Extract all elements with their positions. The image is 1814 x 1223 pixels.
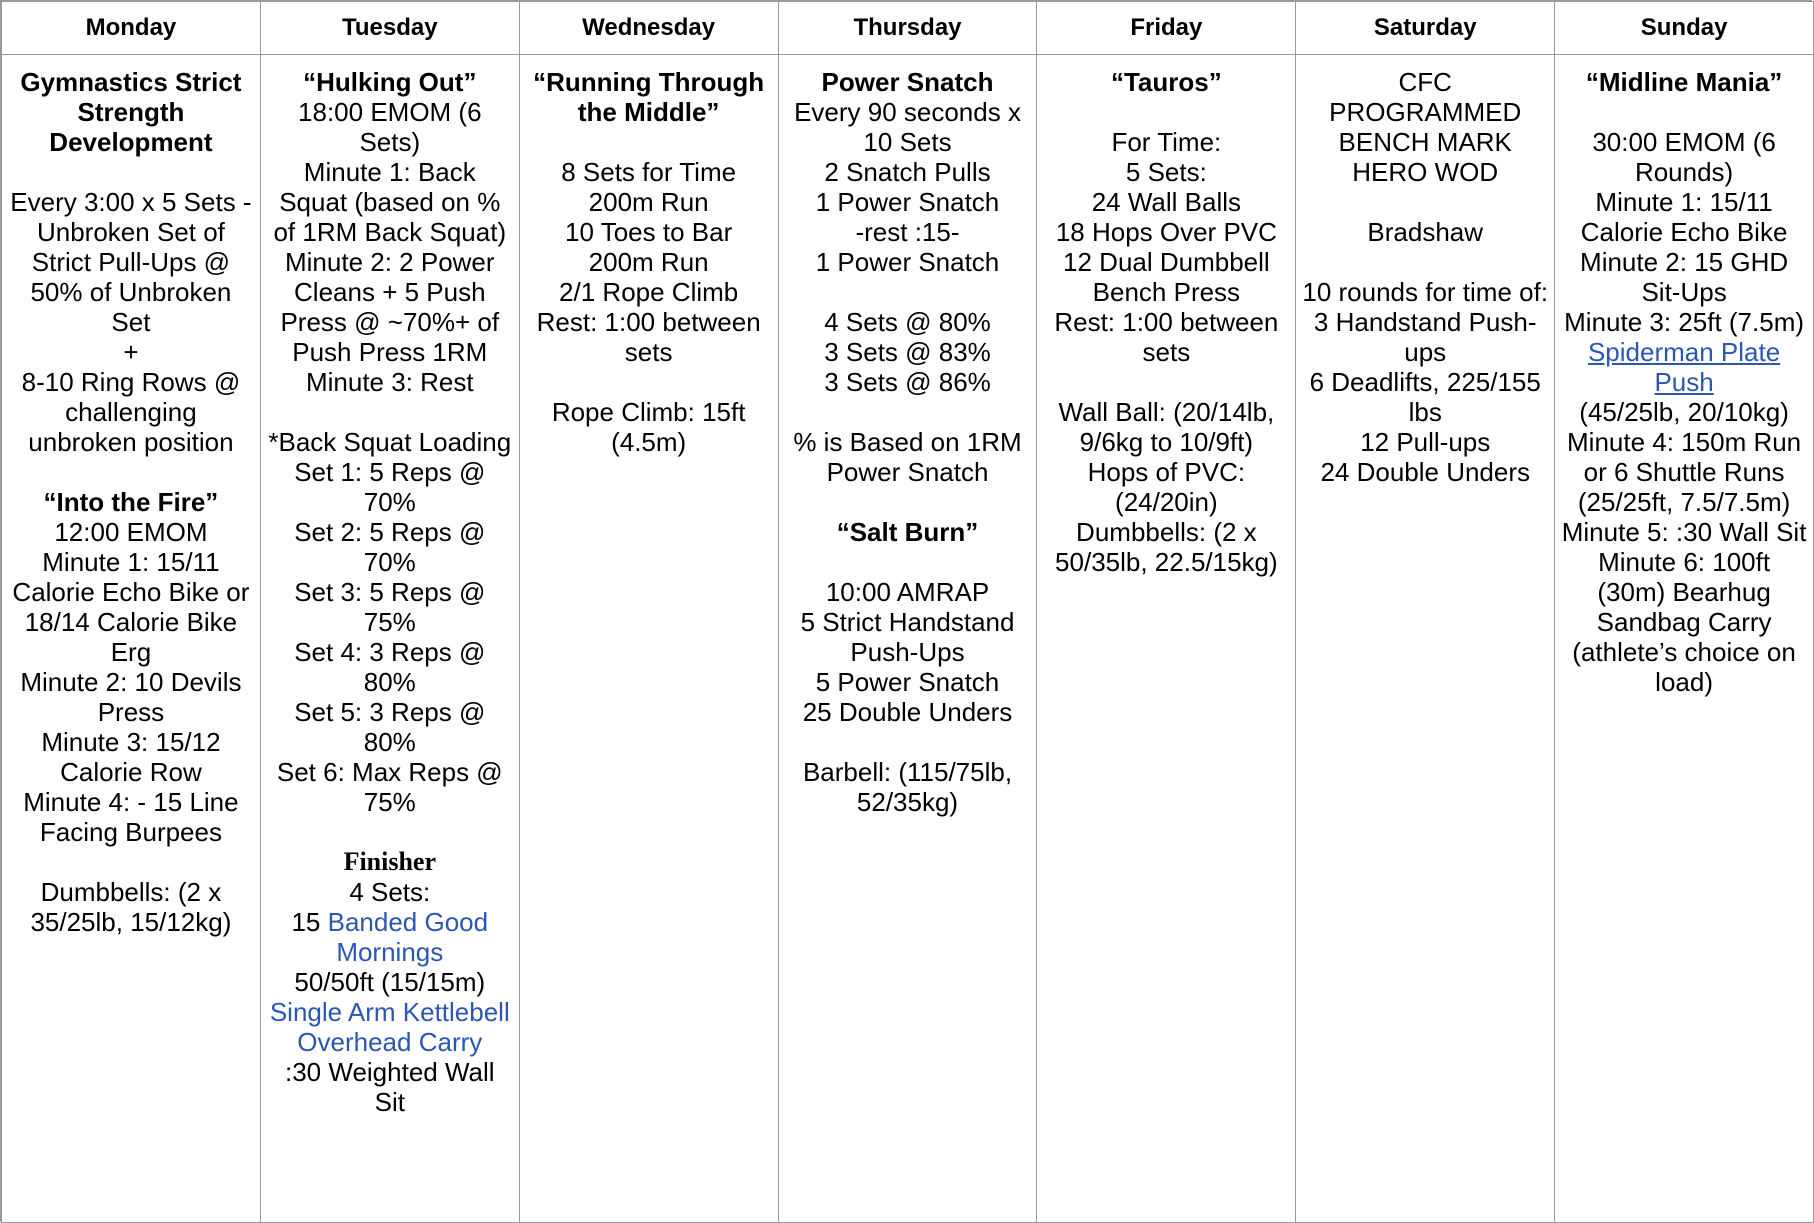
workout-line	[785, 667, 1031, 697]
header-saturday: Saturday	[1296, 2, 1555, 55]
line-text: 12 Dual Dumbbell Bench Press	[1063, 247, 1270, 307]
line-text: “Into the Fire”	[43, 487, 219, 517]
line-text: 12 Pull-ups	[1360, 427, 1491, 457]
line-text: Minute 6: 100ft (30m) Bearhug Sandbag Carry (athlete’s choice on load)	[1572, 547, 1796, 697]
workout-line	[526, 247, 772, 277]
cell-saturday	[1296, 55, 1555, 1223]
workout-line	[8, 457, 254, 487]
header-wednesday: Wednesday	[519, 2, 778, 55]
line-text: Every 90 seconds x 10 Sets	[794, 97, 1021, 157]
workout-line	[267, 637, 513, 697]
line-text: 18:00 EMOM (6 Sets)	[298, 97, 482, 157]
workout-title	[8, 487, 254, 517]
workout-line	[267, 397, 513, 427]
line-text: 5 Sets:	[1125, 157, 1207, 187]
workout-line	[1561, 517, 1807, 547]
cell-tuesday	[260, 55, 519, 1223]
line-text: *Back Squat Loading	[268, 427, 512, 457]
workout-line	[1302, 277, 1548, 307]
workout-line	[526, 397, 772, 457]
line-text: 4 Sets @ 80%	[824, 307, 991, 337]
workout-line	[1043, 367, 1289, 397]
workout-title	[267, 67, 513, 97]
line-text: Minute 5: :30 Wall Sit	[1561, 517, 1807, 547]
line-text: 10 Toes to Bar	[565, 217, 733, 247]
line-text: Rope Climb: 15ft (4.5m)	[551, 397, 746, 457]
line-text: 1 Power Snatch	[815, 247, 1000, 277]
line-text: 3 Sets @ 86%	[824, 367, 991, 397]
line-text: % is Based on 1RM Power Snatch	[793, 427, 1022, 487]
line-text: Minute 3: 25ft (7.5m)	[1564, 307, 1805, 337]
workout-line	[267, 847, 513, 877]
line-text: 12:00 EMOM	[54, 517, 208, 547]
workout-title	[785, 67, 1031, 97]
workout-line	[1043, 247, 1289, 307]
header-tuesday: Tuesday	[260, 2, 519, 55]
workout-line	[267, 517, 513, 577]
workout-line	[8, 367, 254, 457]
workout-title	[785, 517, 1031, 547]
workout-line	[526, 367, 772, 397]
line-text: 4 Sets:	[349, 877, 431, 907]
workout-title	[1561, 67, 1807, 97]
workout-line	[267, 757, 513, 817]
workout-title	[1043, 67, 1289, 97]
workout-line	[267, 457, 513, 517]
line-text: 200m Run	[588, 247, 709, 277]
workout-line	[785, 277, 1031, 307]
line-text: 8 Sets for Time	[561, 157, 737, 187]
workout-line	[267, 817, 513, 847]
cell-monday	[2, 55, 261, 1223]
workout-line	[785, 547, 1031, 577]
workout-line	[785, 577, 1031, 607]
workout-line	[1043, 127, 1289, 157]
line-text: Dumbbells: (2 x 50/35lb, 22.5/15kg)	[1055, 517, 1278, 577]
workout-row	[2, 55, 1814, 1223]
line-text: “Hulking Out”	[303, 67, 477, 97]
line-text: 15	[291, 907, 328, 937]
workout-line	[1043, 397, 1289, 457]
workout-line	[785, 97, 1031, 157]
line-text: 18 Hops Over PVC	[1055, 217, 1277, 247]
workout-line	[1561, 547, 1807, 697]
workout-line	[526, 217, 772, 247]
workout-line	[267, 577, 513, 637]
workout-line	[1561, 427, 1807, 517]
line-text: Power Snatch	[821, 67, 994, 97]
line-text[interactable]: Single Arm Kettlebell Overhead Carry	[269, 997, 510, 1057]
workout-line	[785, 247, 1031, 277]
line-text: 24 Wall Balls	[1091, 187, 1242, 217]
line-text: Minute 1: Back Squat (based on % of 1RM Back Squat)	[273, 157, 507, 247]
line-text: 50/50ft (15/15m)	[294, 967, 486, 997]
workout-line	[785, 757, 1031, 817]
line-text: 2 Snatch Pulls	[824, 157, 991, 187]
cell-friday	[1037, 55, 1296, 1223]
workout-line	[267, 427, 513, 457]
workout-line	[8, 157, 254, 187]
line-text: 24 Double Unders	[1320, 457, 1531, 487]
workout-line	[526, 157, 772, 187]
line-text: Rest: 1:00 between sets	[1054, 307, 1279, 367]
line-text: Set 5: 3 Reps @ 80%	[294, 697, 486, 757]
workout-line	[1043, 187, 1289, 217]
line-text: -rest :15-	[855, 217, 960, 247]
line-text: 5 Strict Handstand Push-Ups	[800, 607, 1015, 667]
workout-line	[1561, 127, 1807, 187]
line-text: Rest: 1:00 between sets	[536, 307, 761, 367]
workout-line	[1561, 247, 1807, 307]
workout-line	[8, 787, 254, 847]
header-monday: Monday	[2, 2, 261, 55]
line-text: 200m Run	[588, 187, 709, 217]
line-text: 25 Double Unders	[802, 697, 1013, 727]
line-text: “Tauros”	[1110, 67, 1222, 97]
exercise-link[interactable]: Banded Good Mornings	[327, 907, 489, 967]
workout-line	[1302, 67, 1548, 187]
workout-line	[785, 187, 1031, 217]
workout-line	[8, 877, 254, 937]
workout-line	[8, 337, 254, 367]
line-text: 3 Handstand Push-ups	[1313, 307, 1537, 367]
line-text: CFC PROGRAMMED BENCH MARK HERO WOD	[1329, 67, 1522, 187]
line-text: “Midline Mania”	[1585, 67, 1783, 97]
workout-line	[267, 877, 513, 907]
line-text: Hops of PVC: (24/20in)	[1087, 457, 1246, 517]
workout-line	[1302, 187, 1548, 217]
workout-line	[785, 427, 1031, 487]
workout-line	[785, 727, 1031, 757]
line-text: Minute 3: Rest	[305, 367, 474, 397]
workout-title	[526, 67, 772, 127]
header-row	[2, 2, 1814, 55]
header-friday: Friday	[1037, 2, 1296, 55]
line-text: 6 Deadlifts, 225/155 lbs	[1309, 367, 1541, 427]
workout-line	[1561, 187, 1807, 247]
workout-line	[785, 337, 1031, 367]
line-text: 8-10 Ring Rows @ challenging unbroken position	[21, 367, 241, 457]
line-text: Gymnastics Strict Strength Development	[20, 67, 242, 157]
workout-line	[1302, 427, 1548, 457]
line-text: Minute 4: 150m Run or 6 Shuttle Runs (25/25ft, 7.5/7.5m)	[1567, 427, 1802, 517]
line-text: Bradshaw	[1367, 217, 1484, 247]
workout-title	[8, 67, 254, 157]
workout-line	[1043, 517, 1289, 577]
workout-line	[8, 517, 254, 547]
workout-line	[267, 967, 513, 997]
line-text: “Salt Burn”	[836, 517, 979, 547]
workout-line	[526, 307, 772, 367]
line-text: For Time:	[1111, 127, 1222, 157]
line-text: 10:00 AMRAP	[825, 577, 990, 607]
line-text: Barbell: (115/75lb, 52/35kg)	[802, 757, 1013, 817]
line-text: Minute 2: 15 GHD Sit-Ups	[1580, 247, 1789, 307]
workout-line	[1043, 157, 1289, 187]
workout-line	[8, 727, 254, 787]
line-text: Every 3:00 x 5 Sets - Unbroken Set of Strict Pull-Ups @ 50% of Unbroken Set	[10, 187, 252, 337]
workout-line	[785, 607, 1031, 667]
workout-line	[8, 547, 254, 667]
line-text: (45/25lb, 20/10kg)	[1579, 397, 1789, 427]
line-text: 3 Sets @ 83%	[824, 337, 991, 367]
workout-line	[267, 247, 513, 367]
cell-thursday	[778, 55, 1037, 1223]
workout-line	[1302, 367, 1548, 427]
workout-line	[267, 157, 513, 247]
workout-line	[526, 127, 772, 157]
line-text: Minute 2: 2 Power Cleans + 5 Push Press @ ~70%+ of Push Press 1RM	[280, 247, 500, 367]
line-text: Set 1: 5 Reps @ 70%	[294, 457, 486, 517]
line-text: Wall Ball: (20/14lb, 9/6kg to 10/9ft)	[1058, 397, 1275, 457]
line-text: Set 2: 5 Reps @ 70%	[294, 517, 486, 577]
workout-line	[1043, 217, 1289, 247]
workout-line	[785, 217, 1031, 247]
workout-line	[785, 307, 1031, 337]
line-text: Finisher	[343, 847, 437, 876]
cell-sunday	[1555, 55, 1814, 1223]
workout-line	[1302, 247, 1548, 277]
workout-line	[8, 847, 254, 877]
line-text: Set 3: 5 Reps @ 75%	[294, 577, 486, 637]
workout-line	[1043, 97, 1289, 127]
workout-line	[785, 397, 1031, 427]
workout-line	[785, 487, 1031, 517]
line-text: Minute 1: 15/11 Calorie Echo Bike	[1580, 187, 1788, 247]
line-text: +	[123, 337, 139, 367]
workout-line	[1561, 97, 1807, 127]
header-thursday: Thursday	[778, 2, 1037, 55]
line-text: Set 6: Max Reps @ 75%	[276, 757, 503, 817]
workout-line	[1561, 307, 1807, 397]
workout-line	[1302, 307, 1548, 367]
workout-line	[785, 697, 1031, 727]
line-text: 5 Power Snatch	[815, 667, 1000, 697]
workout-line	[526, 277, 772, 307]
schedule-table	[1, 1, 1814, 1223]
workout-line	[1302, 217, 1548, 247]
line-text: Dumbbells: (2 x 35/25lb, 15/12kg)	[30, 877, 232, 937]
line-text: “Running Through the Middle”	[533, 67, 765, 127]
workout-line	[785, 157, 1031, 187]
line-text: Minute 3: 15/12 Calorie Row	[41, 727, 221, 787]
line-text: 30:00 EMOM (6 Rounds)	[1592, 127, 1776, 187]
line-text: Set 4: 3 Reps @ 80%	[294, 637, 486, 697]
line-text: 2/1 Rope Climb	[559, 277, 739, 307]
cell-wednesday	[519, 55, 778, 1223]
workout-line	[785, 367, 1031, 397]
line-text: :30 Weighted Wall Sit	[285, 1057, 495, 1117]
workout-line	[8, 667, 254, 727]
line-text: Minute 4: - 15 Line Facing Burpees	[23, 787, 239, 847]
line-text: Minute 1: 15/11 Calorie Echo Bike or 18/14 Calorie Bike Erg	[12, 547, 250, 667]
workout-line	[267, 1057, 513, 1117]
line-text: Minute 2: 10 Devils Press	[20, 667, 242, 727]
exercise-link[interactable]	[267, 997, 513, 1057]
workout-line	[8, 187, 254, 337]
workout-line	[1302, 457, 1548, 487]
header-sunday: Sunday	[1555, 2, 1814, 55]
workout-line	[1561, 397, 1807, 427]
workout-line	[1043, 457, 1289, 517]
exercise-link[interactable]: Spiderman Plate Push	[1587, 337, 1781, 397]
workout-line	[1043, 307, 1289, 367]
workout-line	[267, 907, 513, 967]
workout-line	[267, 697, 513, 757]
workout-line	[267, 97, 513, 157]
workout-line	[526, 187, 772, 217]
line-text: 10 rounds for time of:	[1302, 277, 1549, 307]
line-text: 1 Power Snatch	[815, 187, 1000, 217]
workout-line	[267, 367, 513, 397]
